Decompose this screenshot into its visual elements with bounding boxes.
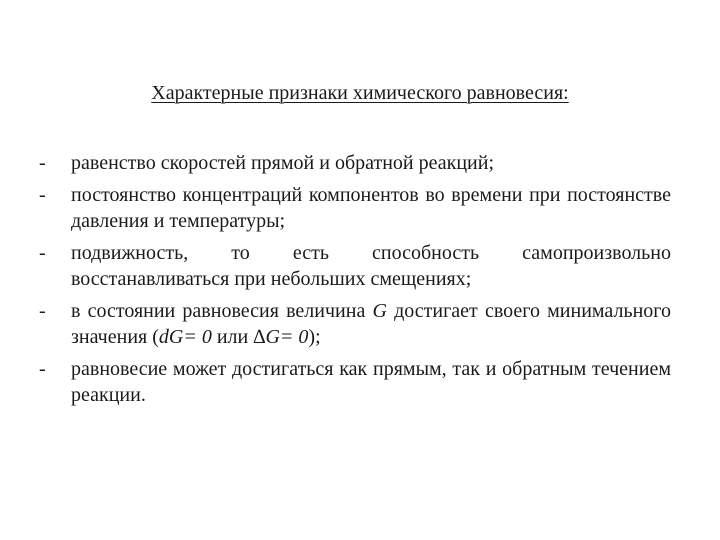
bullet-dash: -	[39, 152, 46, 174]
list-item	[39, 356, 671, 408]
list-item-text: или	[211, 326, 254, 348]
formula-differential: dG= 0	[158, 326, 212, 348]
bullet-dash: -	[39, 184, 46, 206]
list-item-text: достигает своего минимального значения (	[71, 300, 671, 348]
list-item	[39, 298, 671, 350]
bullet-dash: -	[39, 300, 46, 322]
list-item-text: равенство скоростей прямой и обратной реакций;	[71, 152, 495, 174]
gibbs-symbol: G	[372, 300, 387, 322]
criteria-list	[39, 150, 671, 414]
list-item-text: );	[308, 326, 321, 348]
list-item-text: подвижность, то есть способность самопроизвольно восстанавливаться при небольших смещениях;	[71, 242, 671, 290]
bullet-dash: -	[39, 242, 46, 264]
bullet-dash: -	[39, 358, 46, 380]
list-item	[39, 150, 671, 176]
formula-delta: ∆G= 0	[253, 326, 309, 348]
slide-heading: Характерные признаки химического равновесия:	[151, 82, 569, 104]
list-item	[39, 182, 671, 234]
list-item-text: постоянство концентраций компонентов во времени при постоянстве давления и температуры;	[71, 184, 671, 232]
list-item	[39, 240, 671, 292]
list-item-text: равновесие может достигаться как прямым, так и обратным течением реакции.	[71, 358, 671, 406]
list-item-text: в состоянии равновесия величина	[71, 300, 373, 322]
